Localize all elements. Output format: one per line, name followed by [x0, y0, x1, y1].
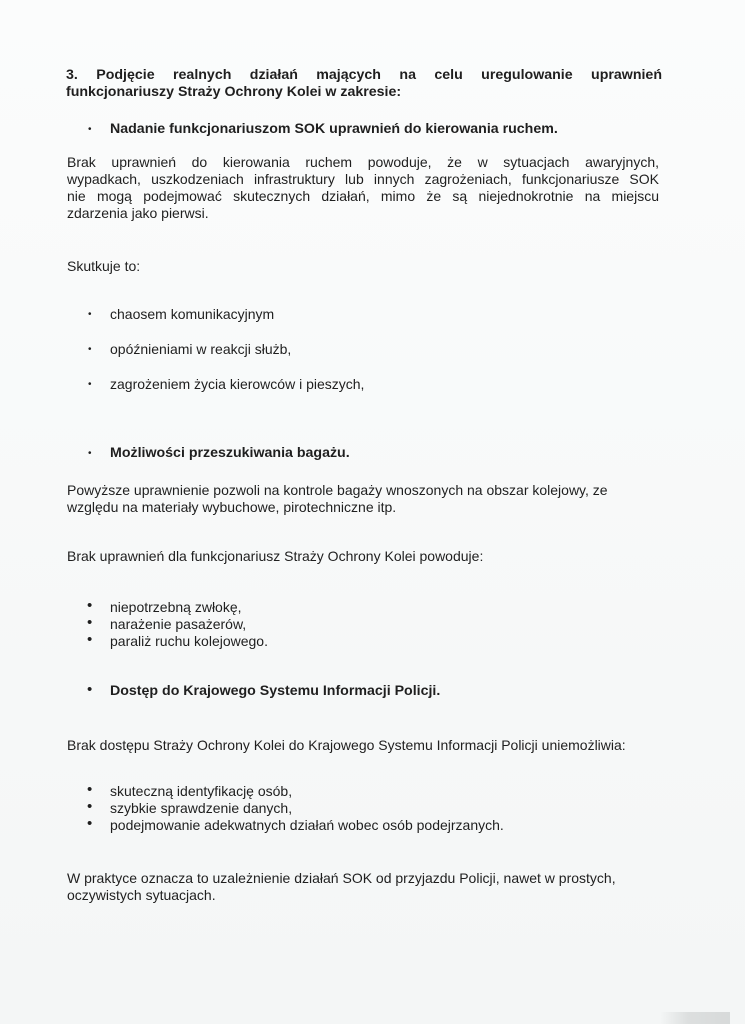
paragraph-line: W praktyce oznacza to uzależnienie działań SOK od przyjazdu Policji, nawet w prostych,: [67, 870, 616, 886]
paragraph-line: względu na materiały wybuchowe, pirotechniczne itp.: [67, 499, 397, 515]
bullet-icon: •: [88, 448, 92, 459]
bullet-icon: •: [87, 815, 93, 832]
effect-item: narażenie pasażerów,: [110, 616, 247, 632]
subsection-2-title: Możliwości przeszukiwania bagażu.: [110, 445, 350, 461]
subsection-3-conclusion: [67, 870, 659, 904]
subsection-1-title: Nadanie funkcjonariuszom SOK uprawnień do kierowania ruchem.: [110, 121, 558, 137]
effect-item: niepotrzebną zwłokę,: [110, 599, 242, 615]
effect-item: zagrożeniem życia kierowców i pieszych,: [110, 376, 365, 392]
paragraph-line: nie mogą podejmować skutecznych działań, mimo że są niejednokrotnie na miejscu: [67, 188, 659, 204]
effect-item: podejmowanie adekwatnych działań wobec osób podejrzanych.: [110, 817, 504, 833]
paragraph-line: Brak uprawnień do kierowania ruchem powoduje, że w sytuacjach awaryjnych,: [67, 154, 659, 170]
bullet-icon: •: [87, 681, 93, 698]
subsection-2-paragraph: [67, 482, 659, 516]
effect-item: szybkie sprawdzenie danych,: [110, 800, 293, 816]
subsection-2-effects-intro: Brak uprawnień dla funkcjonariusz Straży Ochrony Kolei powoduje:: [67, 548, 484, 564]
subsection-1-effects-intro: Skutkuje to:: [67, 258, 141, 274]
bullet-icon: •: [87, 798, 93, 815]
paragraph-line: zdarzenia jako pierwsi.: [67, 205, 209, 221]
subsection-3-effects-intro: Brak dostępu Straży Ochrony Kolei do Krajowego Systemu Informacji Policji uniemożliwia:: [67, 737, 626, 753]
effect-item: opóźnieniami w reakcji służb,: [110, 341, 292, 357]
subsection-3-title: Dostęp do Krajowego Systemu Informacji Policji.: [110, 683, 441, 699]
effect-item: chaosem komunikacyjnym: [110, 306, 275, 322]
effect-item: paraliż ruchu kolejowego.: [110, 633, 268, 649]
bullet-icon: •: [88, 344, 92, 355]
section-heading-line2: funkcjonariuszy Straży Ochrony Kolei w zakresie:: [66, 84, 402, 100]
bullet-icon: •: [87, 597, 93, 614]
paragraph-line: Powyższe uprawnienie pozwoli na kontrole bagaży wnoszonych na obszar kolejowy, ze: [67, 482, 608, 498]
bullet-icon: •: [88, 124, 92, 135]
scan-edge-mark: [660, 1012, 730, 1024]
subsection-1-paragraph: [67, 154, 659, 222]
effect-item: skuteczną identyfikację osób,: [110, 783, 293, 799]
bullet-icon: •: [88, 379, 92, 390]
bullet-icon: •: [87, 781, 93, 798]
section-heading-line1: 3. Podjęcie realnych działań mających na celu uregulowanie uprawnień: [66, 67, 662, 83]
paragraph-line: wypadkach, uszkodzeniach infrastruktury lub innych zagrożeniach, funkcjonariusze SOK: [67, 171, 659, 187]
bullet-icon: •: [88, 309, 92, 320]
paragraph-line: oczywistych sytuacjach.: [67, 887, 216, 903]
bullet-icon: •: [87, 614, 93, 631]
section-heading: [66, 67, 662, 101]
bullet-icon: •: [87, 631, 93, 648]
